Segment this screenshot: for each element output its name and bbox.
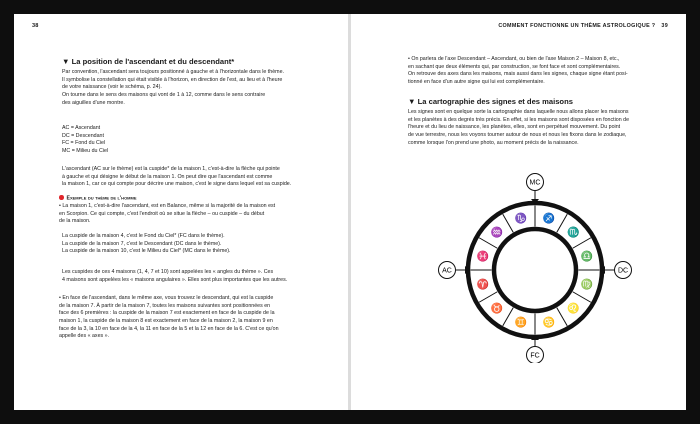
abbreviation-list: AC = Ascendant DC = Descendant FC = Fond du Ciel MC = Milieu du Ciel	[62, 125, 109, 155]
zodiac-wheel-diagram	[430, 173, 640, 363]
fc-label: FC	[530, 352, 540, 360]
intro-paragraph: Par convention, l'ascendant sera toujours positionné à gauche et à l'horizontale dans le thème. Il symbolise la constellation qui était visible à l'horizon, en direction de l'est, au lieu et à l'heure de votre naissance (voir le schéma, p. 24). On tourne dans le sens des maisons qui vont de 1 à 12, comme dans le sens contraire des aiguilles d'une montre.	[62, 69, 284, 106]
mc-label: MC	[529, 179, 541, 187]
sector-divider	[573, 292, 591, 303]
zodiac-sign-icon: ♒	[490, 227, 504, 239]
running-head: COMMENT FONCTIONNE UN THÈME ASTROLOGIQUE ? 39	[498, 23, 668, 29]
dc-label: DC	[617, 267, 629, 275]
sector-divider	[557, 214, 568, 232]
ascendant-explanation: L'ascendant (AC sur le thème) est la cuspide* de la maison 1, c'est-à-dire la flèche qui pointe à gauche et qui désigne le début de la maison 1. On peut dire que l'ascendant est comme la maison 1, car ce qui compte pour décrire une maison, c'est le signe dans lequel est sa cuspide.	[62, 166, 292, 188]
ac-label: AC	[442, 267, 452, 275]
zodiac-sign-icon: ♓	[476, 251, 490, 263]
zodiac-sign-icon: ♏	[566, 227, 580, 239]
right-page	[351, 14, 686, 410]
angles-paragraph: Les cuspides de ces 4 maisons (1, 4, 7 et 10) sont appelées les « angles du thème ». Ces 4 maisons sont appelées les « maisons angulaires ». Elles sont plus importantes que les autres.	[62, 269, 288, 283]
left-page	[14, 14, 348, 410]
sector-divider	[479, 292, 497, 303]
bullet-dot-icon	[59, 195, 64, 200]
sector-divider	[503, 308, 514, 326]
zodiac-sign-icon: ♌	[566, 303, 580, 315]
page-number-left: 38	[32, 23, 39, 29]
axes-paragraph: • On parlera de l'axe Descendant – Ascendant, ou bien de l'axe Maison 2 – Maison 8, etc., en sachant que deux éléments qui, par construction, se font face et sont complémentaires. On retrouve des axes dans les maisons, mais aussi dans les signes, chaque signe étant posi- tionné en face d'un autre signe qui lui est complémentaire.	[408, 56, 628, 86]
cartography-paragraph: Les signes sont en quelque sorte la cartographie dans laquelle nous allons placer les maisons et les planètes à des degrés très précis. En effet, si les maisons sont disposées en fonction de l'heure et du lieu de naissance, les planètes, elles, sont en perpétuel mouvement. Du point de vue terrestre, nous les voyons tourner autour de nous et nous les fixons dans le zodiaque, comme lorsque l'on prend une photo, au moment précis de la naissance.	[408, 109, 630, 146]
example-title: Exemple du thème de l'homme	[59, 195, 137, 202]
section-heading-cartography: ▼ La cartographie des signes et des maisons	[408, 97, 573, 106]
zodiac-sign-icon: ♊	[514, 317, 528, 329]
zodiac-sign-icon: ♑	[514, 213, 528, 225]
sector-divider	[503, 214, 514, 232]
inner-ring	[494, 229, 576, 311]
zodiac-sign-icon: ♈	[476, 279, 490, 291]
example-paragraph-2: • En face de l'ascendant, dans le même axe, vous trouvez le descendant, qui est la cuspide de la maison 7. À partir de la maison 7, toutes les maisons suivantes sont positionnées en face des 6 premières : la cuspide de la maison 7 est exactement en face de la cuspide de la maison 1, la cuspide de la maison 8 est exactement en face de la maison 2, la maison 9 en face de la 3, la 10 en face de la 4, la 11 en face de la 5 et la 12 en face de la 6. C'est ce qu'on appelle des « axes ».	[59, 295, 279, 340]
sector-divider	[557, 308, 568, 326]
page-number-right: 39	[661, 23, 668, 29]
zodiac-sign-icon: ♋	[542, 317, 556, 329]
cusps-list: La cuspide de la maison 4, c'est le Fond du Ciel* (FC dans le thème). La cuspide de la maison 7, c'est le Descendant (DC dans le thème). La cuspide de la maison 10, c'est le Milieu du Ciel* (MC dans le thème).	[62, 233, 231, 255]
example-paragraph-1: • La maison 1, c'est-à-dire l'ascendant, est en Balance, même si la majorité de la maison est en Scorpion. Ce qui compte, c'est l'endroit où se situe la flèche – ou cuspide – du début de la maison.	[59, 203, 276, 225]
zodiac-sign-icon: ♐	[542, 213, 556, 225]
sector-divider	[573, 238, 591, 249]
zodiac-sign-icon: ♉	[490, 303, 504, 315]
sector-divider	[479, 238, 497, 249]
zodiac-sign-icon: ♍	[580, 279, 594, 291]
zodiac-sign-icon: ♎	[580, 251, 594, 263]
section-heading-ascendant: ▼ La position de l'ascendant et du descendant*	[62, 57, 235, 66]
